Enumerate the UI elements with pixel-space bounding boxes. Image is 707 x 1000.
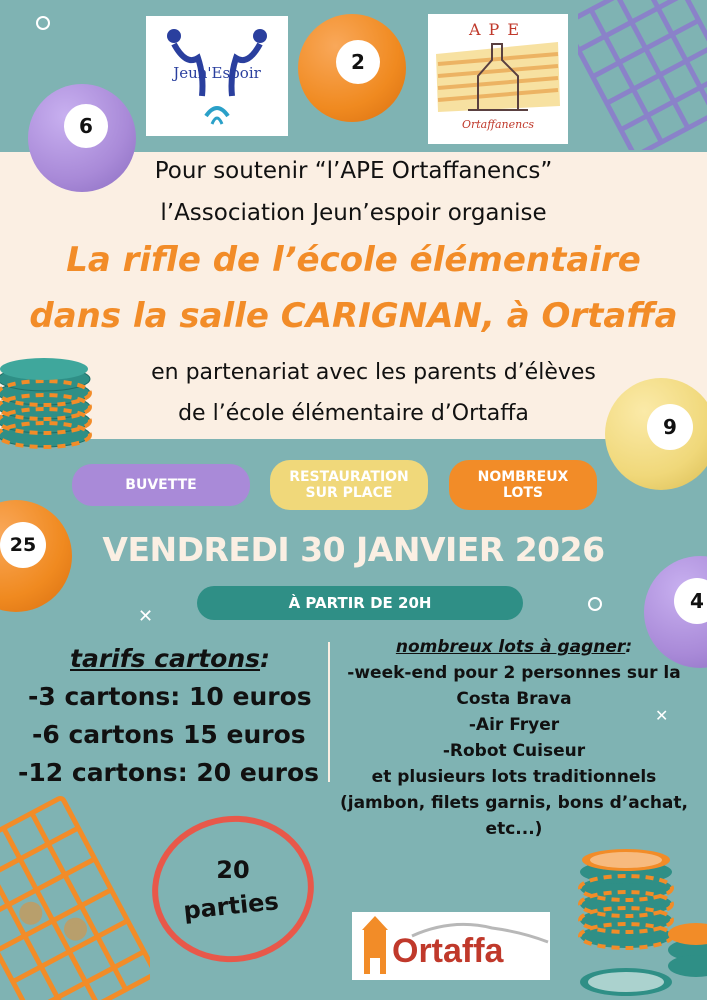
partner-line-2: de l’école élémentaire d’Ortaffa: [178, 401, 529, 426]
nombreux-lots-badge: NOMBREUX LOTS: [449, 460, 597, 510]
ape-subtitle: Ortaffanencs: [461, 118, 535, 131]
bingo-card-bottom-left: [0, 790, 150, 1000]
jeun-espoir-logo: [146, 16, 288, 136]
lot-item: (jambon, filets garnis, bons d’achat,: [339, 793, 688, 813]
ape-title: APE: [469, 20, 527, 39]
bingo-ball-6: 6: [28, 84, 136, 192]
bingo-card-top-right: [578, 0, 707, 150]
sparkle-icon: ✕: [655, 706, 669, 725]
bingo-ball-9: 9: [605, 378, 707, 490]
headline-line-2: dans la salle CARIGNAN, à Ortaffa: [29, 296, 678, 336]
intro-line-2: l’Association Jeun’espoir organise: [160, 200, 547, 226]
lot-item: -Robot Cuiseur: [442, 741, 586, 761]
chip-stack-right: [576, 840, 707, 1000]
lots-title: nombreux lots à gagner:: [395, 637, 633, 657]
tarifs-title: tarifs cartons:: [70, 644, 271, 673]
restauration-badge: RESTAURATION SUR PLACE: [270, 460, 428, 510]
intro-line-1: Pour soutenir “l’APE Ortaffanencs”: [154, 158, 553, 184]
lot-item: -week-end pour 2 personnes sur la: [347, 663, 681, 683]
deco-ring-top-left: [36, 16, 50, 30]
tarif-row-3: -12 cartons: 20 euros: [18, 758, 320, 787]
lots-list: [324, 634, 704, 842]
tarif-row-2: -6 cartons 15 euros: [32, 720, 306, 749]
jeun-espoir-wordmark: Jeun'Espoir: [173, 64, 261, 82]
headline-line-1: La rifle de l’école élémentaire: [66, 240, 641, 280]
partner-line-1: en partenariat avec les parents d’élèves: [151, 360, 596, 385]
buvette-badge: BUVETTE: [72, 464, 250, 506]
lot-item: et plusieurs lots traditionnels: [371, 767, 657, 787]
start-time-badge: À PARTIR DE 20H: [197, 586, 523, 620]
event-date: VENDREDI 30 JANVIER 2026: [102, 530, 605, 569]
lot-item: etc...): [485, 819, 543, 839]
bingo-ball-4: 4: [644, 556, 707, 668]
ape-logo: [428, 14, 568, 144]
lot-item: -Air Fryer: [468, 715, 560, 735]
parties-label: parties: [182, 887, 280, 925]
deco-ring-mid-right: [588, 597, 602, 611]
bingo-ball-25: 25: [0, 500, 72, 612]
ortaffa-logo: [352, 912, 550, 980]
bingo-ball-2: 2: [298, 14, 406, 122]
lot-item: Costa Brava: [456, 689, 572, 709]
tarif-row-1: -3 cartons: 10 euros: [28, 682, 312, 711]
sparkle-icon: ✕: [138, 606, 154, 627]
ortaffa-wordmark: Ortaffa: [392, 932, 504, 970]
parties-count: 20: [216, 856, 250, 884]
